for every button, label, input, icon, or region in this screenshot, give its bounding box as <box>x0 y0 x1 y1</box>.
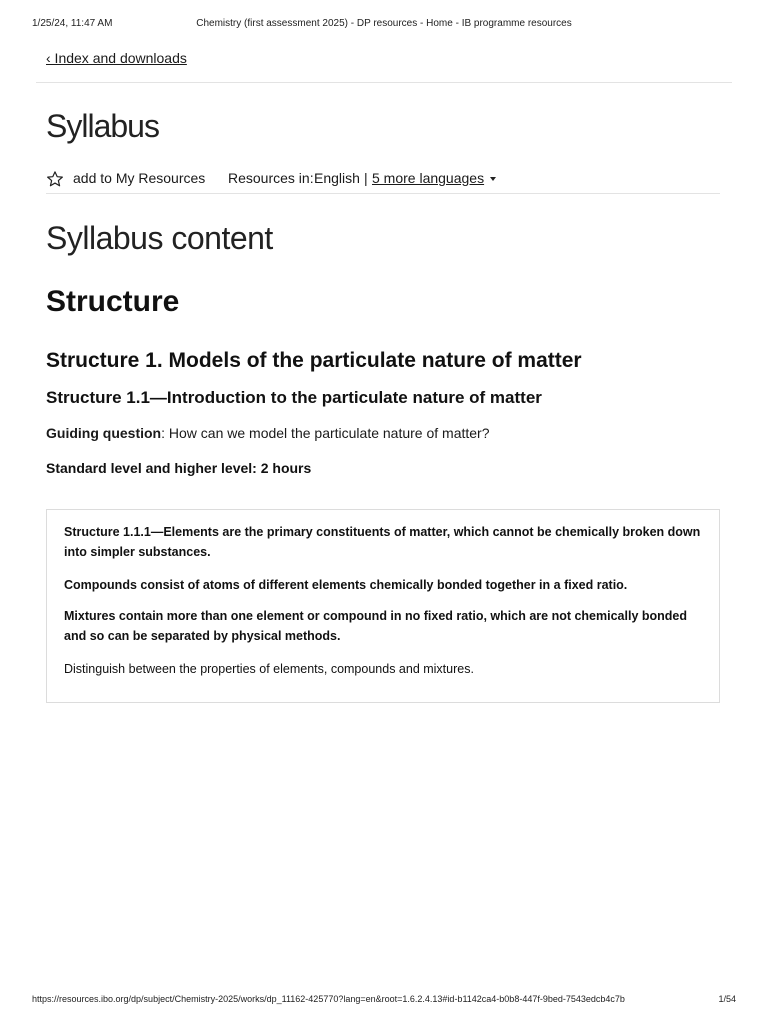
guiding-question <box>46 425 490 441</box>
print-header <box>32 18 736 32</box>
header-divider <box>36 82 732 83</box>
print-timestamp: 1/25/24, 11:47 AM <box>32 18 113 29</box>
understandings-box <box>46 509 720 703</box>
understanding-item: Compounds consist of atoms of different elements chemically bonded together in a fixed ratio. <box>64 578 628 592</box>
section-title: Syllabus content <box>46 220 273 256</box>
guiding-question-text: : How can we model the particulate nature of matter? <box>161 425 490 441</box>
add-to-my-resources-button[interactable]: add to My Resources <box>73 170 206 186</box>
understanding-item: Structure 1.1.1—Elements are the primary constituents of matter, which cannot be chemically broken down into simpler substances. <box>64 525 701 559</box>
resources-bar <box>46 168 720 192</box>
resources-divider <box>46 193 720 194</box>
more-languages-dropdown[interactable]: 5 more languages <box>372 170 485 186</box>
guiding-question-label: Guiding question <box>46 425 162 441</box>
theme-heading: Structure <box>46 285 180 318</box>
print-url: https://resources.ibo.org/dp/subject/Chemistry-2025/works/dp_11162-425770?lang=en&root=1.6.2.4.13#id-b1142ca4-b0b8-447f-9bed-7543edcb4c7b <box>32 994 625 1004</box>
current-language: English <box>314 170 360 186</box>
topic-heading: Structure 1. Models of the particulate nature of matter <box>46 349 582 372</box>
star-outline-icon[interactable] <box>46 170 64 188</box>
page-title: Syllabus <box>46 108 159 144</box>
language-separator: | <box>364 170 368 186</box>
caret-down-icon[interactable] <box>490 177 496 181</box>
print-document-title: Chemistry (first assessment 2025) - DP resources - Home - IB programme resources <box>196 18 572 29</box>
subtopic-heading: Structure 1.1—Introduction to the particulate nature of matter <box>46 388 542 407</box>
page-number: 1/54 <box>718 994 736 1004</box>
print-footer <box>32 994 736 1008</box>
index-and-downloads-link[interactable]: ‹ Index and downloads <box>46 50 187 66</box>
skill-item: Distinguish between the properties of elements, compounds and mixtures. <box>64 662 474 676</box>
resources-in-label: Resources in: <box>228 170 314 186</box>
teaching-hours: Standard level and higher level: 2 hours <box>46 460 312 476</box>
understanding-item: Mixtures contain more than one element or compound in no fixed ratio, which are not chemically bonded and so can be separated by physical methods. <box>64 609 688 643</box>
